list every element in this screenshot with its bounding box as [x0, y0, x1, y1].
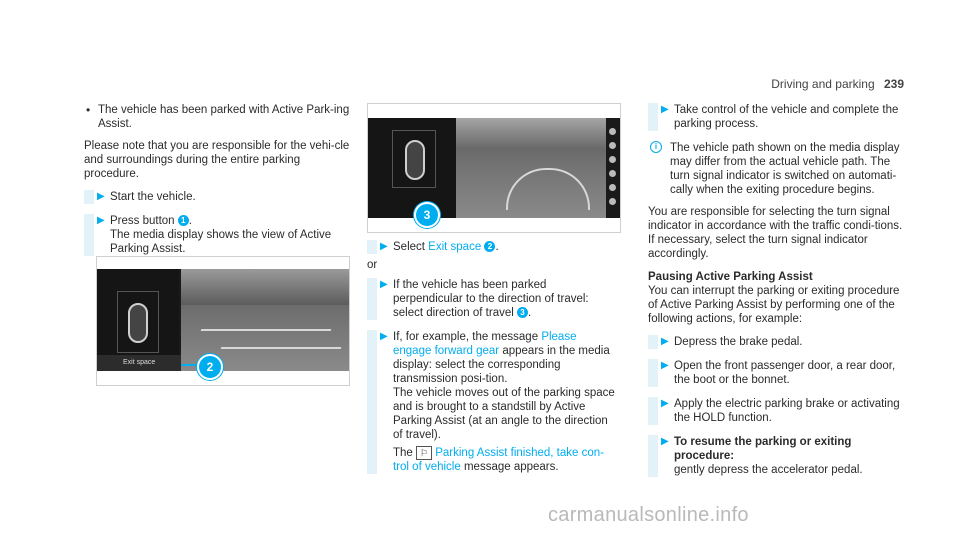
- parking-view-panel: [368, 118, 456, 218]
- info-icon: i: [650, 141, 662, 153]
- step-arrow-icon: ▶: [661, 360, 669, 371]
- callout-number-icon: 2: [484, 241, 495, 252]
- step-arrow-icon: ▶: [380, 241, 388, 252]
- media-display-screen: [97, 269, 349, 371]
- media-display-screen: [368, 118, 620, 218]
- column-middle: [367, 240, 617, 484]
- step-arrow-icon: ▶: [661, 436, 669, 447]
- section-title: Driving and parking: [771, 77, 875, 91]
- page-header: [771, 77, 904, 91]
- parking-view-panel: [97, 269, 179, 371]
- step-engage-gear: ▶ If, for example, the message Please engage forward gear appears in the media display: select the corresponding transmission posi-tion. The vehicle moves out of the parking space and is brought to a standstill by Active Parking Assist (at an angle to the direction of travel). The ⚐ Parking Assist finished, take con-trol of vehicle message appears.: [367, 330, 617, 474]
- section-heading: Pausing Active Parking Assist: [648, 271, 813, 283]
- step-start-vehicle: ▶ Start the vehicle.: [84, 190, 354, 204]
- figure-travel-direction-display: [367, 103, 621, 233]
- step-arrow-icon: ▶: [97, 215, 105, 226]
- pausing-description: You can interrupt the parking or exiting procedure of Active Parking Assist by performing one of the following actions, for example:: [648, 285, 900, 325]
- callout-number-icon: 1: [178, 215, 189, 226]
- step-arrow-icon: ▶: [661, 336, 669, 347]
- figure-exit-space-display: [96, 256, 350, 386]
- callout-3-icon: 3: [414, 202, 440, 228]
- column-right: [648, 103, 906, 487]
- finished-message-highlight: Parking Assist finished, take con-trol of vehicle: [393, 447, 604, 473]
- prerequisite-bullet: • The vehicle has been parked with Active Park-ing Assist.: [84, 103, 354, 131]
- step-depress-brake: ▶ Depress the brake pedal.: [648, 335, 906, 349]
- step-arrow-icon: ▶: [380, 331, 388, 342]
- callout-number-icon: 3: [517, 307, 528, 318]
- step-arrow-icon: ▶: [661, 398, 669, 409]
- exit-space-label: Exit space: [97, 355, 205, 371]
- turn-signal-note: You are responsible for selecting the turn signal indicator in accordance with the traffic condi-tions. If necessary, select the turn signal indicator accordingly.: [648, 206, 903, 260]
- watermark: carmanualsonline.info: [548, 504, 749, 526]
- responsibility-note: Please note that you are responsible for the vehi-cle and surroundings during the entire parking procedure.: [84, 140, 350, 180]
- page-number: 239: [883, 77, 904, 91]
- step-arrow-icon: ▶: [661, 104, 669, 115]
- step-open-door: ▶ Open the front passenger door, a rear door, the boot or the bonnet.: [648, 359, 906, 387]
- step-parking-brake: ▶ Apply the electric parking brake or activating the HOLD function.: [648, 397, 906, 425]
- side-menu-icons: [609, 128, 616, 212]
- step-press-button: ▶ Press button 1 . The media display shows the view of Active Parking Assist.: [84, 214, 354, 256]
- step-select-direction: ▶ If the vehicle has been parked perpendicular to the direction of travel: select direction of travel 3 .: [367, 278, 617, 320]
- callout-2-icon: 2: [197, 354, 223, 380]
- info-note: i The vehicle path shown on the media display may differ from the actual vehicle path. The turn signal indicator is switched on automati-cally when the exiting procedure begins.: [648, 141, 906, 197]
- exit-space-highlight: Exit space: [428, 241, 482, 253]
- step-arrow-icon: ▶: [380, 279, 388, 290]
- column-left: [84, 103, 354, 266]
- step-take-control: ▶ Take control of the vehicle and complete the parking process.: [648, 103, 906, 131]
- step-select-exit-space: ▶ Select Exit space 2 .: [367, 240, 617, 254]
- parking-assist-icon: ⚐: [416, 446, 432, 460]
- step-resume: ▶ To resume the parking or exiting procedure: gently depress the accelerator pedal.: [648, 435, 906, 477]
- engage-gear-highlight: Please engage forward gear: [393, 331, 577, 357]
- or-text: or: [367, 259, 378, 271]
- camera-view: [456, 118, 606, 218]
- step-arrow-icon: ▶: [97, 191, 105, 202]
